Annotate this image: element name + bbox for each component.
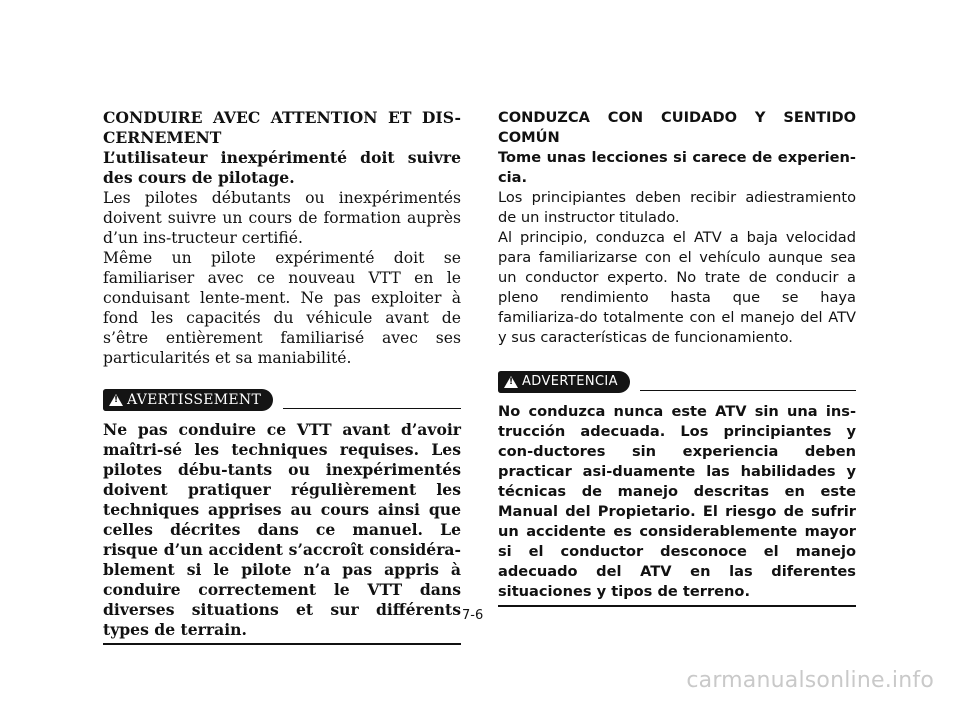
spanish-column — [498, 108, 856, 607]
page-number: 7-6 — [462, 608, 484, 623]
warning-badge-fr — [103, 389, 273, 411]
warning-header-es — [498, 370, 856, 394]
warning-badge-es — [498, 371, 630, 393]
paragraph-es-1: Los principiantes deben recibir adiestramiento de un instructor titulado. — [498, 189, 856, 226]
section-heading-es: CONDUZCA CON CUIDADO Y SENTIDO COMÚN — [498, 109, 856, 146]
divider — [283, 408, 461, 409]
warning-box-es — [498, 402, 856, 607]
warning-triangle-icon — [109, 394, 123, 406]
divider — [640, 390, 856, 391]
paragraph-es-2: Al principio, conduzca el ATV a baja velocidad para familiarizarse con el vehículo aunque sea un conductor experto. No trate de conducir a pleno rendimiento hasta que se haya familiariza-do totalmente con el manejo del ATV y sus características de funcionamiento. — [498, 229, 856, 346]
warning-text-es: No conduzca nunca este ATV sin una ins-trucción adecuada. Los principiantes y con-ductores sin experiencia deben practicar asi-duamente las habilidades y técnicas de manejo descritas en este Manual del Propietario. El riesgo de sufrir un accidente es considerablemente mayor si el conductor desconoce el manejo adecuado del ATV en las diferentes situaciones y tipos de terreno. — [498, 403, 856, 600]
warning-text-fr: Ne pas conduire ce VTT avant d’avoir maîtri-sé les techniques requises. Les pilotes débu-tants ou inexpérimentés doivent pratiquer régulièrement les techniques apprises au cours ainsi que celles décrites dans ce manuel. Le risque d’un accident s’accroît considéra-blement si le pilote n’a pas appris à conduire correctement le VTT dans diverses situations et sur différents types de terrain. — [103, 420, 461, 639]
warning-label-fr: AVERTISSEMENT — [127, 392, 262, 408]
subheading-es: Tome unas lecciones si carece de experien-cia. — [498, 149, 856, 186]
section-heading-fr: CONDUIRE AVEC ATTENTION ET DIS-CERNEMENT — [103, 108, 461, 147]
paragraph-fr-1: Les pilotes débutants ou inexpérimentés doivent suivre un cours de formation auprès d’un ins-tructeur certifié. — [103, 189, 461, 247]
watermark: carmanualsonline.info — [686, 668, 934, 693]
warning-triangle-icon — [504, 376, 518, 388]
subheading-fr: L’utilisateur inexpérimenté doit suivre des cours de pilotage. — [103, 148, 461, 187]
warning-box-fr — [103, 420, 461, 645]
warning-header-fr — [103, 388, 461, 412]
paragraph-fr-2: Même un pilote expérimenté doit se familiariser avec ce nouveau VTT en le conduisant lente-ment. Ne pas exploiter à fond les capacités du véhicule avant de s’être entièrement familiarisé avec ses particularités et sa maniabilité. — [103, 249, 461, 367]
french-column — [103, 108, 461, 645]
warning-label-es: ADVERTENCIA — [522, 374, 618, 389]
